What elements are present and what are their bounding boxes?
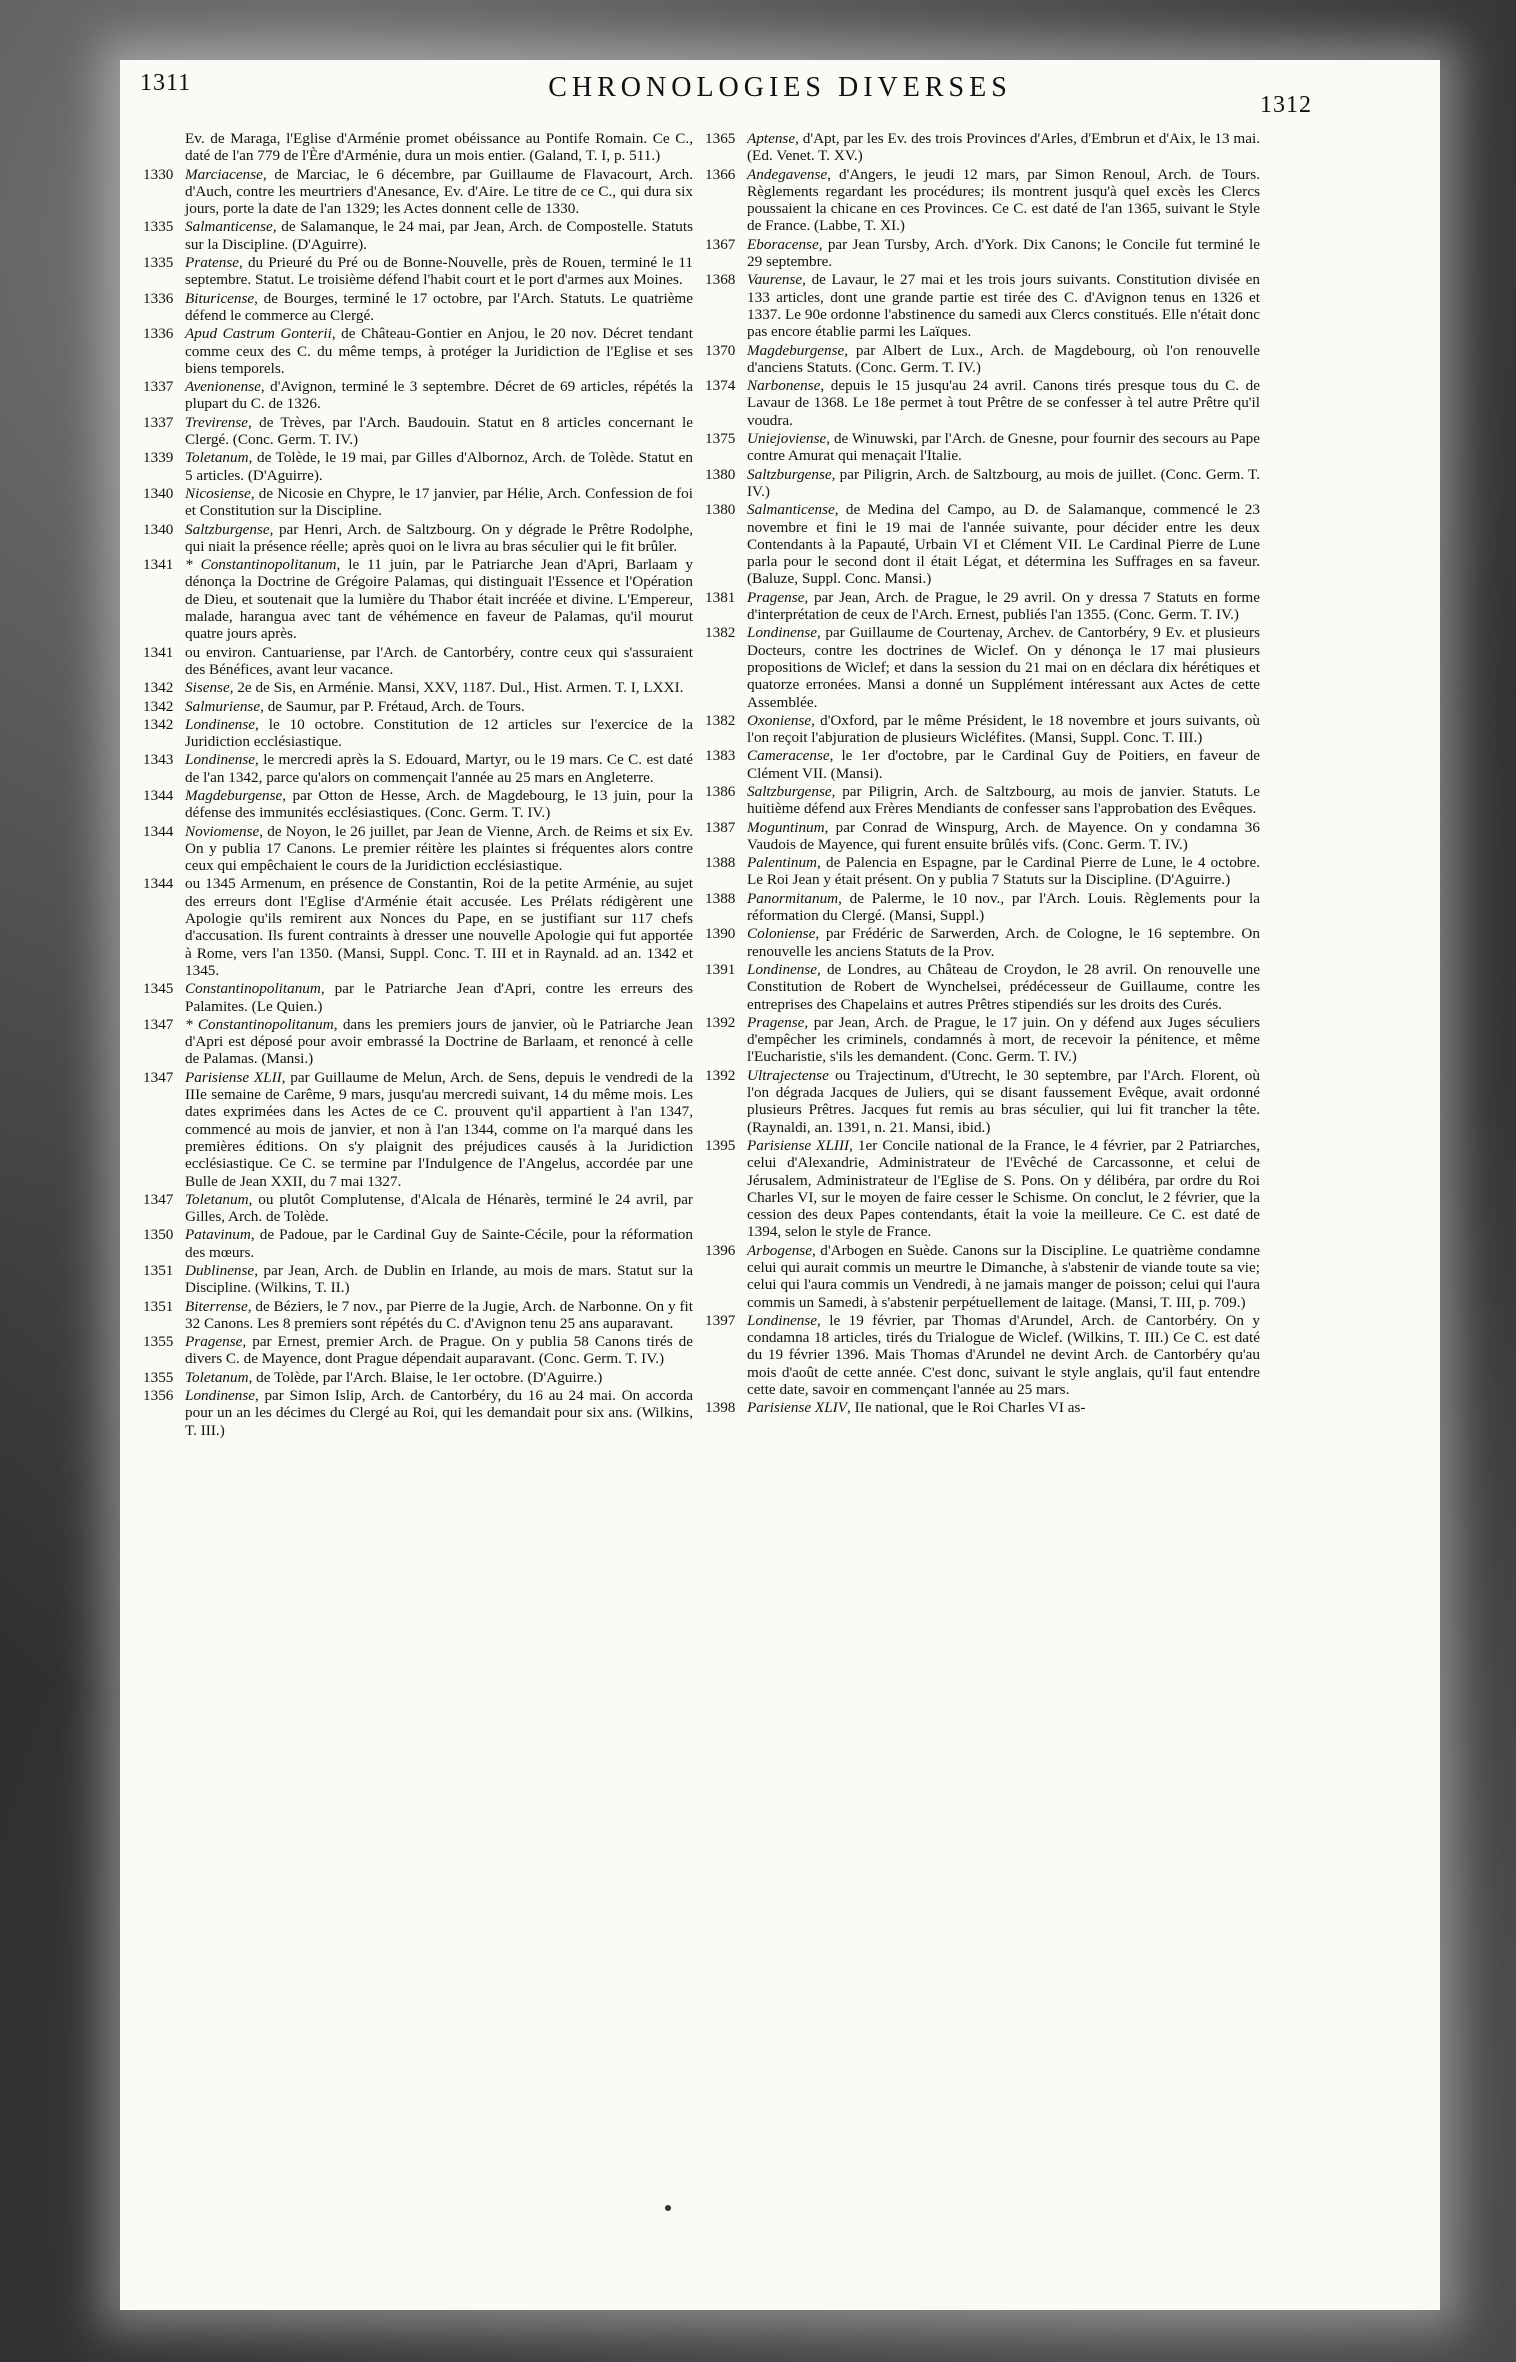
chronology-entry: [705, 890, 1260, 925]
entry-year: 1347: [143, 1068, 174, 1086]
entry-year: 1370: [705, 341, 736, 359]
entry-body: , le 1er d'octobre, par le Cardinal Guy de Poitiers, en faveur de Clément VII. (Mansi).: [747, 747, 1260, 782]
entry-year: 1336: [143, 289, 174, 307]
entry-body: , par Guillaume de Courtenay, Archev. de Cantorbéry, 9 Ev. et plusieurs Docteurs, contre les doctrines de Wiclef. On y dénonça le 17 mai plusieurs propositions de Wiclef; et dans la session du 21 mai on en déclara dix hérétiques et quatorze erronées. Mansi a donné un Supplément intéressant aux Actes de cette Assemblée.: [747, 624, 1260, 711]
entry-year: 1345: [143, 980, 174, 998]
entry-body: , d'Avignon, terminé le 3 septembre. Décret de 69 articles, répétés la plupart du C. de 1326.: [185, 378, 693, 413]
chronology-entry: [143, 254, 693, 289]
entry-body: , de Béziers, le 7 nov., par Pierre de la Jugie, Arch. de Narbonne. On y fit 32 Canons. Les 8 premiers sont répétés du C. d'Avignon tenu 25 ans auparavant.: [185, 1297, 693, 1332]
council-name: Pragense: [185, 1333, 243, 1351]
entry-body: , par Piligrin, Arch. de Saltzbourg, au mois de janvier. Statuts. Le huitième défend aux Frères Mendiants de confesser sans l'approbation des Evêques.: [747, 782, 1260, 818]
entry-body: , par Piligrin, Arch. de Saltzbourg, au mois de juillet. (Conc. Germ. T. IV.): [747, 465, 1260, 500]
chronology-entry: [705, 1137, 1260, 1241]
entry-body: , par Ernest, premier Arch. de Prague. On y publia 58 Canons tirés de divers C. de Mayence, dont Prague dépendait auparavant. (Conc. Germ. T. IV.): [185, 1333, 693, 1368]
entry-text: [185, 875, 693, 979]
entry-body: , par Albert de Lux., Arch. de Magdebourg, où l'on renouvelle d'anciens Statuts. (Conc. Germ. T. IV.): [747, 341, 1260, 376]
council-name: Saltzburgense: [747, 782, 832, 800]
entry-year: 1392: [705, 1013, 736, 1031]
chronology-entry: [143, 290, 693, 325]
entry-year: 1381: [705, 588, 736, 606]
council-name: Parisiense XLII: [185, 1068, 282, 1086]
entry-text: [747, 236, 1260, 271]
entry-year: 1387: [705, 818, 736, 836]
entry-text: [185, 325, 693, 377]
chronology-entry: [143, 1387, 693, 1439]
council-name: Salmuriense: [185, 697, 261, 715]
entry-text: [185, 556, 693, 642]
entry-text: [747, 1399, 1260, 1416]
entry-body: , de Château-Gontier en Anjou, le 20 nov. Décret tendant comme ceux des C. du même temps, à protéger la Juridiction de l'Eglise et ses biens temporels.: [185, 325, 693, 377]
chronology-entry: [705, 236, 1260, 271]
entry-year: 1386: [705, 782, 736, 800]
entry-year: 1351: [143, 1297, 174, 1315]
council-name: Parisiense XLIII: [747, 1136, 850, 1154]
council-name: Vaurense: [747, 271, 803, 289]
entry-text: [185, 980, 693, 1015]
entry-year: 1330: [143, 165, 174, 183]
chronology-entry: [143, 1226, 693, 1261]
entry-text: [747, 1014, 1260, 1066]
council-name: Biterrense: [185, 1297, 248, 1315]
entry-year: 1355: [143, 1368, 174, 1386]
entry-year: 1367: [705, 235, 736, 253]
council-name: Narbonense: [747, 377, 821, 395]
entry-text: [185, 1262, 693, 1297]
entry-body: , le 10 octobre. Constitution de 12 articles sur l'exercice de la Juridiction ecclésiastique.: [185, 715, 693, 751]
entry-year: 1337: [143, 378, 174, 396]
entry-body: , dans les premiers jours de janvier, où le Patriarche Jean d'Apri est déposé pour avoir embrassé la Doctrine de Barlaam, et renoncé à celle de Palamas. (Mansi.): [185, 1015, 694, 1068]
council-name: Pragense: [747, 1013, 805, 1031]
chronology-entry: [143, 414, 693, 449]
entry-body: , de Medina del Campo, au D. de Salamanque, commencé le 23 novembre et fini le 19 mai de l'année suivante, pour décider entre les deux Contendants à la Papauté, Urbain VI et Clément VII. Le Cardinal Pierre de Lune parla pour le second dont il était Légat, et détermina les Suffrages en sa faveur. (Baluze, Suppl. Conc. Mansi.): [747, 501, 1260, 588]
chronology-entry: [143, 1333, 693, 1368]
council-name: Noviomense: [185, 822, 260, 840]
chronology-entry: [143, 698, 693, 715]
council-name: Londinense: [747, 1311, 818, 1329]
entry-text: [747, 1312, 1260, 1398]
council-name: Uniejoviense: [747, 430, 827, 448]
council-name: Palentinum: [747, 854, 818, 872]
entry-year: 1336: [143, 325, 174, 343]
entry-body: , par Jean, Arch. de Prague, le 17 juin. On y défend aux Juges séculiers d'empêcher les criminels, condamnés à mort, de recevoir la pénitence, et même l'Eucharistie, s'ils les demandent. (Conc. Germ. T. IV.): [747, 1013, 1260, 1066]
entry-body: , de Lavaur, le 27 mai et les trois jours suivants. Constitution divisée en 133 articles, dont une grande partie est tirée des C. d'Avignon tenus en 1326 et 1337. Le 90e ordonne l'abstinence du samedi aux Clercs constitués. Elle n'était donc pas encore établie parmi les Laïques.: [747, 271, 1260, 341]
council-name: Saltzburgense: [747, 465, 832, 483]
page-number-right: 1312: [1260, 92, 1312, 118]
entry-text: [185, 716, 693, 751]
chronology-entry: [143, 716, 693, 751]
chronology-entry: [705, 466, 1260, 501]
entry-year: 1395: [705, 1136, 736, 1154]
council-name: Moguntinum: [747, 818, 825, 836]
entry-body: , de Tolède, le 19 mai, par Gilles d'Albornoz, Arch. de Tolède. Statut en 5 articles. (D'Aguirre).: [185, 449, 693, 484]
chronology-entry: [705, 783, 1260, 818]
chronology-entry: [143, 1369, 693, 1386]
entry-body: , par Guillaume de Melun, Arch. de Sens, depuis le vendredi de la IIIe semaine de Carême, 9 mars, jusqu'au mercredi suivant, 14 du même mois. Les dates exprimées dans les Actes de ce C. prouvent qu'il appartient à l'an 1347, commencé au mois de janvier, et non à l'an 1344, comme on l'a marqué dans les premières éditions. On s'y plaignit des préjudices causés à la Juridiction ecclésiastique. Ce C. se termine par l'Indulgence de l'Angelus, accordée par une Bulle de Jean XXII, du 7 mai 1327.: [185, 1068, 693, 1190]
chronology-entry: [705, 925, 1260, 960]
entry-text: [185, 254, 693, 289]
entry-text: [185, 1369, 693, 1386]
entry-year: 1374: [705, 377, 736, 395]
entry-body: , par Jean, Arch. de Prague, le 29 avril. On y dressa 7 Statuts en forme d'interprétation de ceux de l'Arch. Ernest, publiés l'an 1355. (Conc. Germ. T. IV.): [747, 588, 1260, 624]
entry-body: , par Henri, Arch. de Saltzbourg. On y dégrade le Prêtre Rodolphe, qui niait la présence réelle; après quoi on le livra au bras séculier qui le fit brûler.: [185, 520, 693, 555]
chronology-entry: [705, 1399, 1260, 1416]
entry-year: 1347: [143, 1015, 174, 1033]
chronology-entry: [143, 875, 693, 979]
entry-body: , 2e de Sis, en Arménie. Mansi, XXV, 1187. Dul., Hist. Armen. T. I, LXXI.: [229, 679, 684, 697]
council-name: Ultrajectense: [747, 1066, 829, 1084]
entry-text: [747, 624, 1260, 710]
chronology-entry: [143, 787, 693, 822]
entry-year: 1365: [705, 130, 736, 147]
council-name: Trevirense: [185, 413, 248, 431]
chronology-entry: [705, 1067, 1260, 1136]
entry-body: , le mercredi après la S. Edouard, Martyr, ou le 19 mars. Ce C. est daté de l'an 1342, parce qu'alors on commençait l'année au 25 mars en Angleterre.: [185, 751, 693, 786]
entry-year: 1392: [705, 1066, 736, 1084]
council-name: Constantinopolitanum: [185, 980, 321, 998]
council-name: Londinense: [747, 624, 818, 642]
entry-year: 1342: [143, 715, 174, 733]
entry-text: [185, 1333, 693, 1368]
council-name: Sisense: [185, 679, 230, 697]
entry-body: , par Conrad de Winspurg, Arch. de Mayence. On y condamna 36 Vaudois de Mayence, qui furent ensuite brûlés vifs. (Conc. Germ. T. IV.): [747, 818, 1260, 853]
chronology-entry: [705, 819, 1260, 854]
chronology-entry: [143, 1069, 693, 1190]
entry-body: , le 19 février, par Thomas d'Arundel, Arch. de Cantorbéry. On y condamna 18 articles, tirés du Trialogue de Wiclef. (Wilkins, T. III.) Ce C. est daté du 19 février 1396. Mais Thomas d'Arundel ne devint Arch. de Cantorbéry qu'au mois d'août de cette année. C'est donc, suivant le style anglais, qu'il faut entendre cette date, savoir en commençant l'année au 25 mars.: [747, 1311, 1260, 1399]
entry-body: , IIe national, que le Roi Charles VI as-: [846, 1399, 1086, 1417]
entry-year: 1340: [143, 484, 174, 502]
entry-body: , de Nicosie en Chypre, le 17 janvier, par Hélie, Arch. Confession de foi et Constitution sur la Discipline.: [185, 484, 693, 520]
entry-year: 1335: [143, 218, 174, 236]
entry-body: ou Trajectinum, d'Utrecht, le 30 septembre, par l'Arch. Florent, où l'on dégrada Jacques de Juliers, qui se disant faussement Evêque, avait ordonné plusieurs Prêtres. Jacques fut remis au bras séculier, qui lui fit trancher la tête. (Raynaldi, an. 1391, n. 21. Mansi, ibid.): [747, 1066, 1260, 1136]
council-name: Aptense: [747, 130, 796, 147]
chronology-entry: [705, 430, 1260, 465]
council-name: Avenionense: [185, 378, 261, 396]
chronology-entry: [705, 961, 1260, 1013]
entry-body: , de Padoue, par le Cardinal Guy de Sainte-Cécile, pour la réformation des mœurs.: [185, 1226, 693, 1261]
entry-year: 1343: [143, 751, 174, 769]
chronology-entry: [143, 679, 693, 696]
entry-year: 1383: [705, 747, 736, 765]
entry-text: [185, 521, 693, 556]
entry-body: , de Bourges, terminé le 17 octobre, par l'Arch. Statuts. Le quatrième défend le commerce au Clergé.: [185, 289, 693, 324]
entry-year: 1397: [705, 1311, 736, 1329]
entry-body: ou 1345 Armenum, en présence de Constantin, Roi de la petite Arménie, au sujet des erreurs dont l'Eglise d'Arménie était accusée. Les Prélats rédigèrent une Apologie qu'ils remirent aux Nonces du Pape, en se justifiant sur 117 chefs d'accusation. Ils furent contraints à dresser une nouvelle Apologie qui fut apportée à Rome, vers l'an 1350. (Mansi, Suppl. Conc. T. III et in Raynald. ad an. 1342 et 1345.: [185, 875, 693, 979]
entry-text: [185, 378, 693, 413]
council-name: Eboracense: [747, 235, 819, 253]
entry-body: , d'Apt, par les Ev. des trois Provinces d'Arles, d'Embrun et d'Aix, le 13 mai. (Ed. Venet. T. XV.): [747, 130, 1260, 165]
chronology-entry: [143, 130, 693, 165]
entry-body: , d'Angers, le jeudi 12 mars, par Simon Renoul, Arch. de Tours. Règlements regardant les procédures; ils montrent jusqu'à quel excès les Clercs poussaient la chicane en ces Provinces. Ce C. est daté de l'an 1365, suivant le Style de France. (Labbe, T. XI.): [747, 165, 1260, 235]
chronology-entry: [705, 342, 1260, 377]
entry-year: 1380: [705, 465, 736, 483]
entry-text: [747, 377, 1260, 429]
entry-text: [747, 589, 1260, 624]
page-number-left: 1311: [140, 70, 192, 96]
entry-body: , de Salamanque, le 24 mai, par Jean, Arch. de Compostelle. Statuts sur la Discipline. (D'Aguirre).: [185, 218, 693, 253]
chronology-entry: [705, 854, 1260, 889]
chronology-entry: [705, 130, 1260, 165]
entry-year: 1344: [143, 822, 174, 840]
entry-text: [747, 271, 1260, 340]
entry-year: 1388: [705, 889, 736, 907]
entry-year: 1344: [143, 786, 174, 804]
entry-text: [747, 783, 1260, 818]
entry-year: 1398: [705, 1399, 736, 1417]
entry-text: [747, 712, 1260, 747]
council-name: * Constantinopolitanum: [185, 556, 337, 574]
chronology-entry: [143, 1016, 693, 1068]
entry-body: , d'Arbogen en Suède. Canons sur la Discipline. Le quatrième condamne celui qui aurait commis un meurtre le Dimanche, à s'abstenir de viande toute sa vie; celui qui l'aura commis un Vendredi, à ne jamais manger de poisson; celui qui l'aura commis un Samedi, à s'abstenir perpétuellement de laitage. (Mansi, T. III, p. 709.): [747, 1241, 1260, 1311]
council-name: Magdeburgense: [747, 341, 845, 359]
chronology-entry: [705, 747, 1260, 782]
chronology-entry: [143, 378, 693, 413]
entry-body: , de Palerme, le 10 nov., par l'Arch. Louis. Règlements pour la réformation du Clergé. (Mansi, Suppl.): [747, 889, 1260, 925]
chronology-entry: [143, 1298, 693, 1333]
entry-text: [747, 342, 1260, 377]
entry-body: , depuis le 15 jusqu'au 24 avril. Canons tirés presque tous du C. de Lavaur de 1368. Le 18e permet à tout Prêtre de se confesser à tel autre Prêtre qu'il voudra.: [747, 377, 1260, 429]
entry-year: 1396: [705, 1241, 736, 1259]
entry-body: , par Frédéric de Sarwerden, Arch. de Cologne, le 16 septembre. On renouvelle les anciens Statuts de la Prov.: [747, 925, 1260, 960]
entry-body: , de Marciac, le 6 décembre, par Guillaume de Flavacourt, Arch. d'Auch, contre les meurtriers d'Anesance, Ev. d'Aire. Le titre de ce C., qui dura six jours, porte la date de l'an 1329; les Actes donnent celle de 1330.: [185, 165, 693, 218]
entry-body: , de Winuwski, par l'Arch. de Gnesne, pour fournir des secours au Pape contre Amurat qui menaçait l'Italie.: [747, 430, 1260, 465]
entry-year: 1350: [143, 1226, 174, 1244]
entry-body: , 1er Concile national de la France, le 4 février, par 2 Patriarches, celui d'Alexandrie, Administrateur de l'Evêché de Carcassonne, et celui de Jérusalem, Administrateur de l'Eglise de S. Pons. On y délibéra, par ordre du Roi Charles VI, sur le moyen de faire cesser le Schisme. On conclut, le 2 février, que la cession des deux Papes contendants, était la voie la meilleure. Ce C. est daté de 1394, selon le style de France.: [747, 1136, 1260, 1241]
chronology-entry: [143, 325, 693, 377]
entry-year: 1342: [143, 679, 174, 697]
chronology-entry: [143, 521, 693, 556]
entry-body: , par Simon Islip, Arch. de Cantorbéry, du 16 au 24 mai. On accorda pour un an les décimes du Clergé au Roi, qui les demandait pour six ans. (Wilkins, T. III.): [185, 1387, 693, 1439]
chronology-entry: [705, 624, 1260, 710]
chronology-entry: [143, 1262, 693, 1297]
entry-text: [185, 290, 693, 325]
entry-text: [185, 130, 693, 165]
footer-dot: [665, 2205, 671, 2211]
entry-text: [185, 218, 693, 253]
entry-text: [747, 166, 1260, 235]
entry-text: [747, 1067, 1260, 1136]
council-name: Toletanum: [185, 449, 249, 467]
council-name: Londinense: [185, 1387, 256, 1405]
chronology-entry: [143, 556, 693, 642]
entry-year: 1341: [143, 643, 174, 661]
chronology-entry: [143, 751, 693, 786]
chronology-entry: [705, 589, 1260, 624]
entry-text: [747, 961, 1260, 1013]
entry-text: [185, 679, 693, 696]
entry-text: [185, 449, 693, 484]
entry-year: 1355: [143, 1333, 174, 1351]
chronology-entry: [705, 271, 1260, 340]
council-name: Marciacense: [185, 165, 263, 183]
entry-body: , de Palencia en Espagne, par le Cardinal Pierre de Lune, le 4 octobre. Le Roi Jean y était présent. On y publia 7 Statuts sur la Discipline. (D'Aguirre.): [747, 854, 1260, 889]
entry-year: 1382: [705, 624, 736, 642]
chronology-entry: [143, 980, 693, 1015]
entry-text: [747, 819, 1260, 854]
entry-year: 1388: [705, 854, 736, 872]
chronology-entry: [705, 1242, 1260, 1311]
entry-year: 1356: [143, 1387, 174, 1405]
entry-year: 1375: [705, 430, 736, 448]
chronology-entry: [143, 166, 693, 218]
council-name: Bituricense: [185, 289, 255, 307]
council-name: Apud Castrum Gonterii: [185, 325, 332, 343]
council-name: Londinense: [747, 960, 818, 978]
entry-body: , de Londres, au Château de Croydon, le 28 avril. On renouvelle une Constitution de Robert de Wynchelsei, prédécesseur de Guillaume, contre les entreprises des Chapelains et autres Prêtres stipendiés sur les droits des Curés.: [747, 960, 1260, 1013]
council-name: Toletanum: [185, 1190, 249, 1208]
council-name: Pragense: [747, 588, 805, 606]
right-column: [705, 130, 1260, 1418]
entry-text: [185, 1387, 693, 1439]
council-name: Patavinum: [185, 1226, 251, 1244]
entry-year: 1390: [705, 925, 736, 943]
chronology-entry: [705, 1014, 1260, 1066]
entry-year: 1391: [705, 960, 736, 978]
entry-text: [747, 890, 1260, 925]
council-name: Londinense: [185, 751, 256, 769]
chronology-entry: [705, 377, 1260, 429]
entry-text: [185, 1016, 693, 1068]
entry-text: [747, 747, 1260, 782]
entry-text: [747, 130, 1260, 165]
entry-body: , du Prieuré du Pré ou de Bonne-Nouvelle, près de Rouen, terminé le 11 septembre. Statut. Le troisième défend l'habit court et le port d'armes aux Moines.: [185, 254, 693, 289]
entry-text: [747, 925, 1260, 960]
entry-text: [185, 1226, 693, 1261]
council-name: Pratense: [185, 254, 239, 272]
entry-text: [185, 1069, 693, 1190]
entry-body: , par Jean Tursby, Arch. d'York. Dix Canons; le Concile fut terminé le 29 septembre.: [747, 235, 1260, 271]
council-name: Londinense: [185, 715, 256, 733]
chronology-entry: [143, 823, 693, 875]
chronology-entry: [143, 644, 693, 679]
council-name: Salmanticense: [747, 501, 835, 519]
chronology-entry: [143, 218, 693, 253]
entry-year: 1339: [143, 449, 174, 467]
council-name: Oxoniense: [747, 711, 812, 729]
entry-body: , d'Oxford, par le même Président, le 18 novembre et jours suivants, où l'on reçoit l'abjuration de plusieurs Wicléfites. (Mansi, Suppl. Conc. T. III.): [747, 711, 1260, 747]
entry-text: [747, 1137, 1260, 1241]
entry-body: , de Saumur, par P. Frétaud, Arch. de Tours.: [260, 697, 525, 715]
chronology-entry: [705, 166, 1260, 235]
entry-body: , par le Patriarche Jean d'Apri, contre les erreurs des Palamites. (Le Quien.): [185, 980, 693, 1015]
chronology-entry: [143, 1191, 693, 1226]
entry-text: [185, 1298, 693, 1333]
entry-year: 1368: [705, 271, 736, 289]
entry-year: 1347: [143, 1190, 174, 1208]
council-name: Parisiense XLIV: [747, 1399, 847, 1417]
entry-body: , le 11 juin, par le Patriarche Jean d'Apri, Barlaam y dénonça la Doctrine de Grégoire Palamas, qui distinguait l'Essence et l'Opération de Dieu, et soutenait que la lumière du Thabor était incréée et divine. L'Empereur, malade, harangua avec tant de véhémence en faveur de Palamas, qu'il mourut quatre jours après.: [185, 556, 693, 643]
entry-year: 1335: [143, 254, 174, 272]
chronology-entry: [705, 501, 1260, 587]
entry-year: 1337: [143, 413, 174, 431]
entry-text: [185, 823, 693, 875]
entry-text: [185, 751, 693, 786]
council-name: Salmanticense: [185, 218, 273, 236]
council-name: Toletanum: [185, 1368, 249, 1386]
council-name: Saltzburgense: [185, 520, 270, 538]
entry-text: [185, 1191, 693, 1226]
entry-body: Ev. de Maraga, l'Eglise d'Arménie promet obéissance au Pontife Romain. Ce C., daté de l'an 779 de l'Ère d'Arménie, dura un mois entier. (Galand, T. I, p. 511.): [185, 130, 693, 165]
entry-body: , par Otton de Hesse, Arch. de Magdebourg, le 13 juin, pour la défense des immunités ecclésiastiques. (Conc. Germ. T. IV.): [185, 786, 693, 822]
entry-body: , de Trèves, par l'Arch. Baudouin. Statut en 8 articles concernant le Clergé. (Conc. Germ. T. IV.): [185, 413, 693, 449]
entry-body: ou environ. Cantuariense, par l'Arch. de Cantorbéry, contre ceux qui s'assuraient des Bénéfices, avant leur vacance.: [185, 643, 693, 678]
entry-text: [185, 485, 693, 520]
entry-year: 1366: [705, 165, 736, 183]
entry-year: 1344: [143, 875, 174, 893]
left-column: [143, 130, 693, 1440]
council-name: Nicosiense: [185, 484, 251, 502]
entry-text: [185, 787, 693, 822]
council-name: Panormitanum: [747, 889, 839, 907]
council-name: Dublinense: [185, 1262, 255, 1279]
entry-body: , ou plutôt Complutense, d'Alcala de Hénarès, terminé le 24 avril, par Gilles, Arch. de Tolède.: [185, 1190, 693, 1226]
entry-year: 1340: [143, 520, 174, 538]
entry-text: [185, 414, 693, 449]
entry-year: 1380: [705, 501, 736, 519]
council-name: Cameracense: [747, 747, 830, 765]
entry-text: [185, 698, 693, 715]
council-name: Coloniense: [747, 925, 816, 943]
entry-text: [747, 466, 1260, 501]
entry-text: [747, 854, 1260, 889]
chronology-entry: [143, 449, 693, 484]
chronology-entry: [705, 1312, 1260, 1398]
council-name: Arbogense: [747, 1241, 812, 1259]
entry-year: 1341: [143, 556, 174, 574]
entry-text: [747, 1242, 1260, 1311]
chronology-entry: [705, 712, 1260, 747]
council-name: Andegavense: [747, 165, 828, 183]
entry-year: 1351: [143, 1262, 174, 1279]
entry-text: [747, 501, 1260, 587]
entry-body: , par Jean, Arch. de Dublin en Irlande, au mois de mars. Statut sur la Discipline. (Wilkins, T. II.): [185, 1262, 693, 1297]
chronology-entry: [143, 485, 693, 520]
entry-text: [747, 430, 1260, 465]
council-name: Magdeburgense: [185, 786, 283, 804]
entry-year: 1382: [705, 711, 736, 729]
entry-body: , de Tolède, par l'Arch. Blaise, le 1er octobre. (D'Aguirre.): [248, 1368, 603, 1386]
entry-text: [185, 166, 693, 218]
entry-year: 1342: [143, 697, 174, 715]
entry-text: [185, 644, 693, 679]
entry-body: , de Noyon, le 26 juillet, par Jean de Vienne, Arch. de Reims et six Ev. On y publia 17 Canons. Le premier réitère les plaintes si fréquentes alors contre ceux qui empêchaient le cours de la Juridiction ecclésiastique.: [185, 822, 693, 875]
council-name: * Constantinopolitanum: [185, 1015, 334, 1033]
running-title: CHRONOLOGIES DIVERSES: [548, 72, 1012, 103]
